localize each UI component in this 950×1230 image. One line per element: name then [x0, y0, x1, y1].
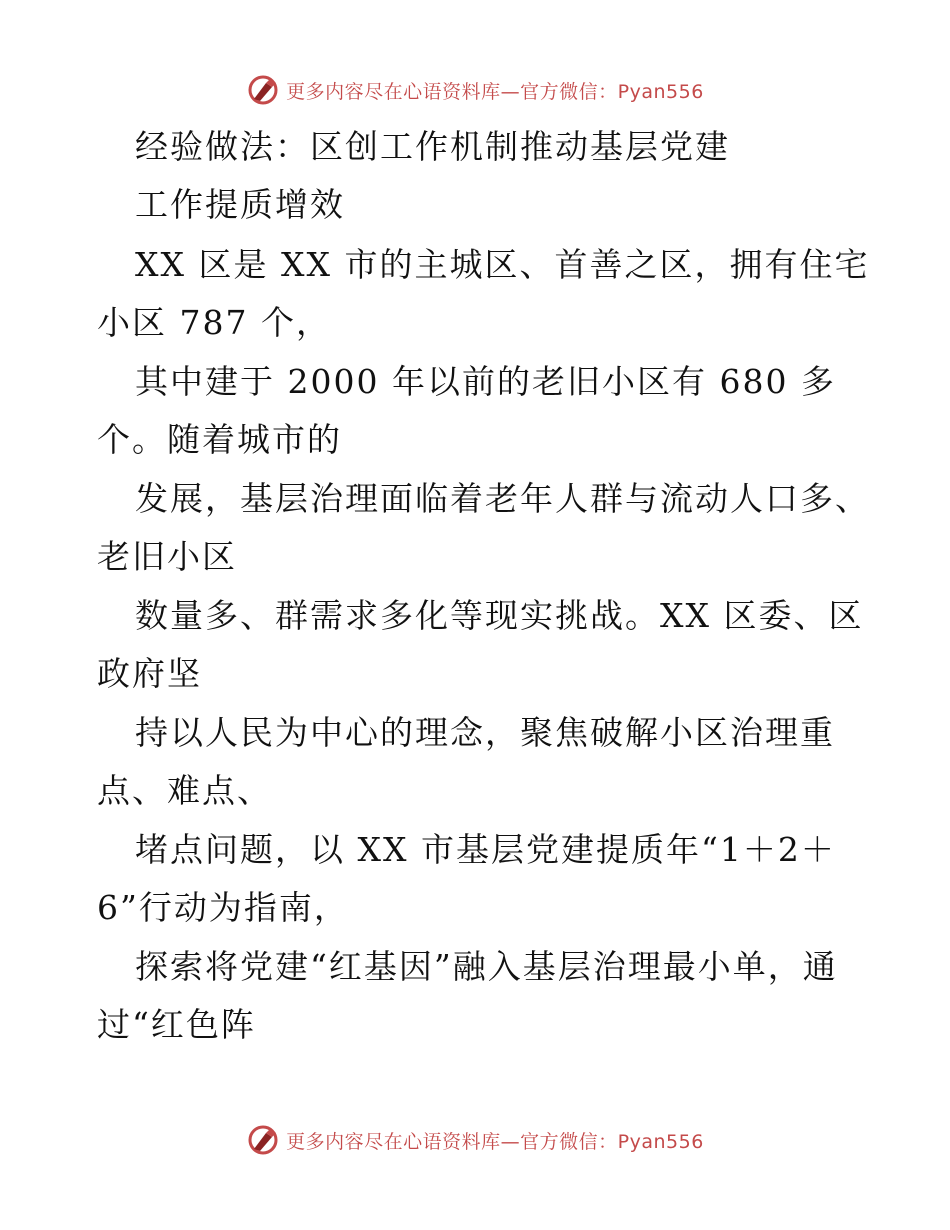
text-line: 其中建于 2000 年以前的老旧小区有 680 多	[135, 362, 836, 401]
watermark-footer	[0, 1120, 950, 1160]
text-line: 数量多、群需求多化等现实挑战。XX 区委、区	[135, 596, 864, 635]
watermark-text: 更多内容尽在心语资料库—官方微信：Pyan556	[286, 80, 704, 103]
text-line: 点、难点、	[97, 771, 272, 810]
text-line: 经验做法：区创工作机制推动基层党建	[135, 127, 730, 166]
text-line: 探索将党建“红基因”融入基层治理最小单，通	[135, 947, 838, 986]
text-line: 个。随着城市的	[97, 420, 342, 459]
text-line: 6”行动为指南，	[97, 888, 349, 927]
text-line: 发展，基层治理面临着老年人群与流动人口多、	[135, 479, 870, 518]
text-line: 工作提质增效	[135, 185, 345, 224]
watermark-text: 更多内容尽在心语资料库—官方微信：Pyan556	[286, 1130, 704, 1153]
text-line: 政府坚	[97, 654, 202, 693]
text-line: 老旧小区	[97, 537, 237, 576]
text-line: 持以人民为中心的理念，聚焦破解小区治理重	[135, 713, 835, 752]
watermark-header	[0, 70, 950, 110]
text-line: 过“红色阵	[97, 1005, 256, 1044]
text-line: 小区 787 个，	[97, 303, 331, 342]
pen-nib-icon	[246, 1123, 280, 1157]
text-line: XX 区是 XX 市的主城区、首善之区，拥有住宅	[135, 245, 870, 284]
text-line: 堵点问题，以 XX 市基层党建提质年“1＋2＋	[135, 830, 836, 869]
pen-nib-icon	[246, 73, 280, 107]
